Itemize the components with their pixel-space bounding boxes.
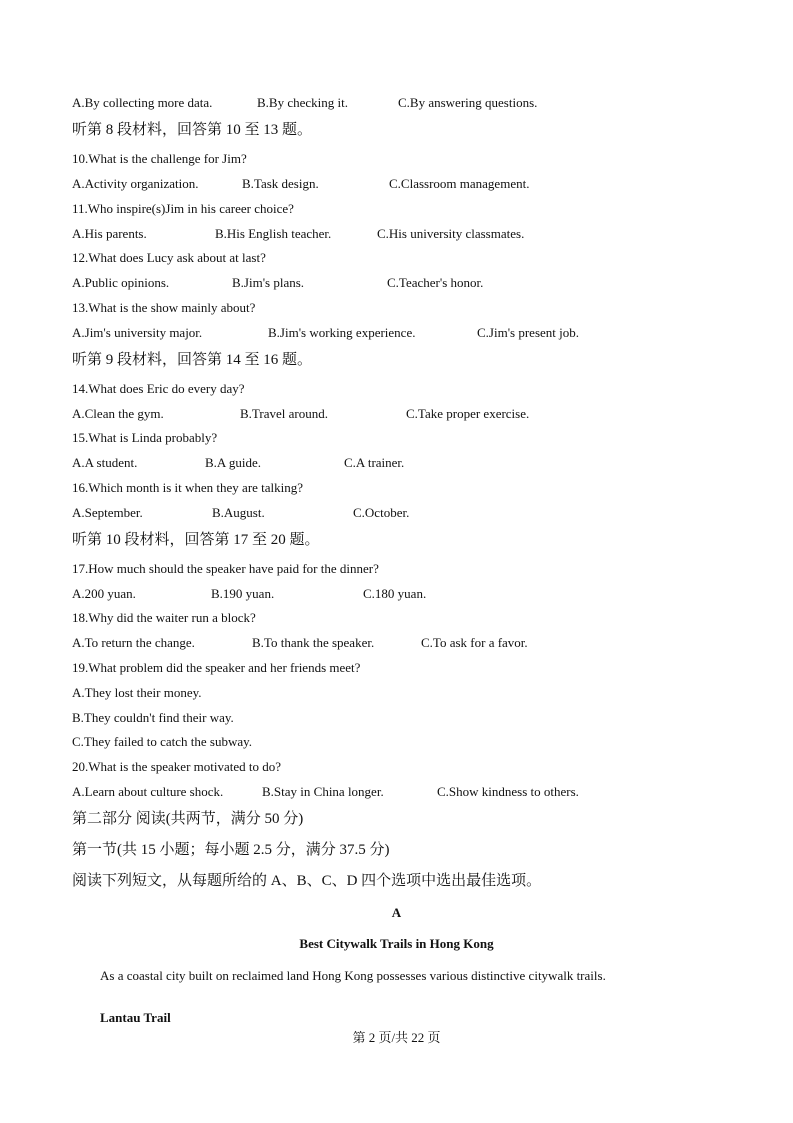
page-footer: 第 2 页/共 22 页 [352,1030,441,1045]
question-11: 11.Who inspire(s)Jim in his career choice? [72,201,294,216]
question-16: 16.Which month is it when they are talking? [72,480,304,495]
passage-letter: A [391,905,402,920]
option-a: A.To return the change. [72,635,195,650]
section-heading-10: 听第 10 段材料，回答第 17 至 20 题。 [72,532,320,548]
question-15: 15.What is Linda probably? [72,430,218,445]
option-c: C.Classroom management. [389,176,530,191]
option-b: B.Travel around. [240,406,328,421]
question-20: 20.What is the speaker motivated to do? [72,759,282,774]
option-c: C.His university classmates. [377,226,525,241]
option-a: A.By collecting more data. [72,95,213,110]
option-c: C.To ask for a favor. [421,635,528,650]
question-17: 17.How much should the speaker have paid for the dinner? [72,561,379,576]
option-a: A.Public opinions. [72,275,170,290]
option-a: A.Learn about culture shock. [72,784,224,799]
q19-option-c: C.They failed to catch the subway. [72,734,253,749]
option-a: A.A student. [72,455,138,470]
option-a: A.Clean the gym. [72,406,164,421]
option-b: B.190 yuan. [211,586,275,601]
option-b: B.Task design. [242,176,319,191]
question-19: 19.What problem did the speaker and her friends meet? [72,660,361,675]
option-b: B.To thank the speaker. [252,635,375,650]
part2-instruction: 阅读下列短文，从每题所给的 A、B、C、D 四个选项中选出最佳选项。 [72,873,542,889]
question-13: 13.What is the show mainly about? [72,300,256,315]
option-a: A.200 yuan. [72,586,136,601]
option-b: B.Jim's working experience. [268,325,416,340]
q19-option-b: B.They couldn't find their way. [72,710,234,725]
option-c: C.By answering questions. [398,95,538,110]
question-14: 14.What does Eric do every day? [72,381,245,396]
option-a: A.Activity organization. [72,176,199,191]
option-c: C.180 yuan. [363,586,427,601]
question-12: 12.What does Lucy ask about at last? [72,250,266,265]
option-c: C.October. [353,505,410,520]
option-c: C.Teacher's honor. [387,275,484,290]
option-a: A.Jim's university major. [72,325,203,340]
section-heading-8: 听第 8 段材料，回答第 10 至 13 题。 [72,122,313,138]
trail-heading: Lantau Trail [100,1010,171,1025]
part2-heading: 第二部分 阅读(共两节，满分 50 分) [72,811,304,827]
option-b: B.Stay in China longer. [262,784,384,799]
section-heading-9: 听第 9 段材料，回答第 14 至 16 题。 [72,352,313,368]
option-c: C.Jim's present job. [477,325,580,340]
option-b: B.A guide. [205,455,261,470]
part2-section1-heading: 第一节(共 15 小题；每小题 2.5 分，满分 37.5 分) [72,842,390,858]
q19-option-a: A.They lost their money. [72,685,202,700]
question-18: 18.Why did the waiter run a block? [72,610,256,625]
option-b: B.By checking it. [257,95,348,110]
option-b: B.August. [212,505,265,520]
option-c: C.Show kindness to others. [437,784,579,799]
option-c: C.A trainer. [344,455,405,470]
option-b: B.His English teacher. [215,226,332,241]
option-b: B.Jim's plans. [232,275,305,290]
question-10: 10.What is the challenge for Jim? [72,151,247,166]
passage-intro: As a coastal city built on reclaimed land Hong Kong possesses various distinctive citywalk trails. [100,968,606,983]
passage-title: Best Citywalk Trails in Hong Kong [299,936,494,951]
option-a: A.His parents. [72,226,147,241]
option-c: C.Take proper exercise. [406,406,530,421]
option-a: A.September. [72,505,143,520]
